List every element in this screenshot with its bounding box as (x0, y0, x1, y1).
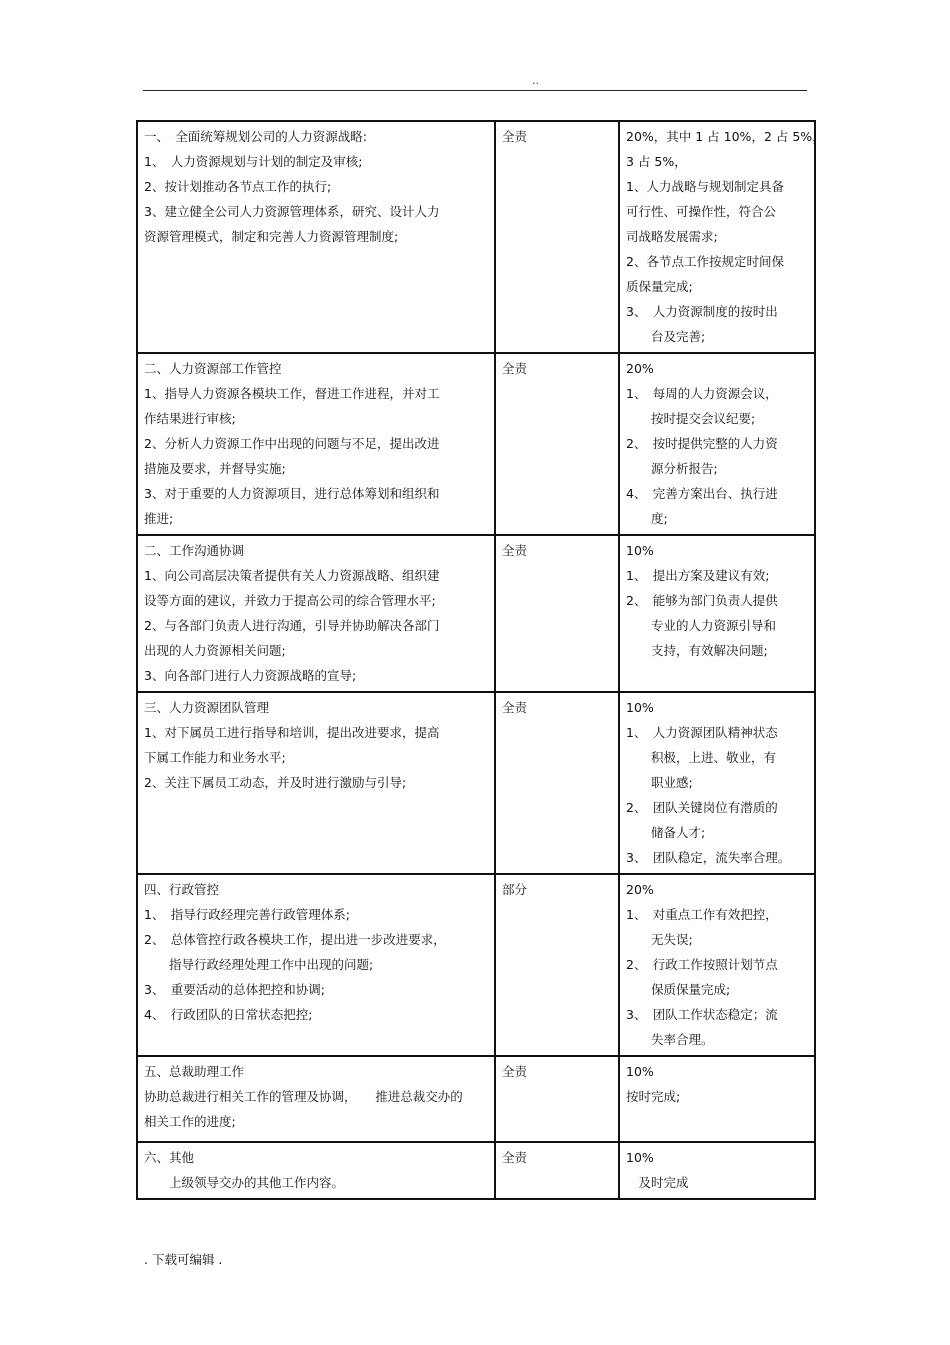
kpi-line: 可行性、可操作性，符合公 (626, 204, 777, 219)
header-mark: .. (532, 74, 539, 87)
kpi-line: 3、 团队工作状态稳定；流 (626, 1007, 778, 1022)
duty-line: 设等方面的建议，并致力于提高公司的综合管理水平; (144, 593, 436, 608)
table-row (137, 1056, 815, 1142)
kpi-line: 2、各节点工作按规定时间保 (626, 254, 784, 269)
kpi-line: 2、 能够为部门负责人提供 (626, 593, 778, 608)
kpi-weight: 20% (626, 361, 654, 376)
duty-line: 2、分析人力资源工作中出现的问题与不足，提出改进 (144, 436, 440, 451)
kpi-line: 积极，上进、敬业，有 (626, 750, 777, 765)
duty-line: 四、行政管控 (144, 882, 220, 897)
table-row (137, 692, 815, 874)
duty-line: 1、指导人力资源各模块工作，督进工作进程，并对工 (144, 386, 440, 401)
table-row (137, 121, 815, 353)
kpi-line: 无失误; (626, 932, 693, 947)
responsibility-cell (495, 121, 619, 353)
table-row (137, 353, 815, 535)
responsibility-value: 全责 (502, 361, 528, 376)
responsibility-cell (495, 692, 619, 874)
duty-line: 1、 指导行政经理完善行政管理体系; (144, 907, 350, 922)
duty-line: 下属工作能力和业务水平; (144, 750, 286, 765)
kpi-line: 3、 团队稳定，流失率合理。 (626, 850, 791, 865)
kpi-weight: 10% (626, 1150, 654, 1165)
kpi-line: 专业的人力资源引导和 (626, 618, 777, 633)
duty-line: 上级领导交办的其他工作内容。 (144, 1175, 345, 1190)
responsibility-value: 全责 (502, 543, 528, 558)
kpi-cell (619, 692, 815, 874)
duty-line: 指导行政经理处理工作中出现的问题; (144, 957, 374, 972)
kpi-line: 4、 完善方案出台、执行进 (626, 486, 778, 501)
kpi-cell (619, 874, 815, 1056)
kpi-line: 1、 每周的人力资源会议， (626, 386, 778, 401)
duty-cell (137, 1056, 495, 1142)
duty-line: 2、与各部门负责人进行沟通，引导并协助解决各部门 (144, 618, 440, 633)
kpi-line: 2、 行政工作按照计划节点 (626, 957, 778, 972)
duty-line: 2、按计划推动各节点工作的执行; (144, 179, 332, 194)
duty-line: 出现的人力资源相关问题; (144, 643, 286, 658)
responsibility-cell (495, 353, 619, 535)
kpi-line: 按时提交会议纪要; (626, 411, 756, 426)
duty-table (136, 120, 825, 1200)
duty-line: 一、 全面统筹规划公司的人力资源战略: (144, 129, 367, 144)
kpi-line: 2、 团队关键岗位有潜质的 (626, 800, 778, 815)
responsibility-value: 全责 (502, 1064, 528, 1079)
duty-line: 相关工作的进度; (144, 1114, 236, 1129)
duty-cell (137, 692, 495, 874)
duty-line: 4、 行政团队的日常状态把控; (144, 1007, 313, 1022)
responsibility-value: 全责 (502, 129, 528, 144)
kpi-cell (619, 353, 815, 535)
kpi-line: 源分析报告; (626, 461, 718, 476)
kpi-line: 保质保量完成; (626, 982, 731, 997)
kpi-cell (619, 121, 825, 353)
kpi-line: 1、人力战略与规划制定具备 (626, 179, 784, 194)
kpi-line: 2、 按时提供完整的人力资 (626, 436, 778, 451)
responsibility-cell (495, 535, 619, 692)
duty-line: 二、工作沟通协调 (144, 543, 245, 558)
kpi-line: 1、 对重点工作有效把控， (626, 907, 778, 922)
duty-line: 1、向公司高层决策者提供有关人力资源战略、组织建 (144, 568, 440, 583)
duty-line: 2、 总体管控行政各模块工作，提出进一步改进要求， (144, 932, 446, 947)
duty-cell (137, 1142, 495, 1199)
duty-cell (137, 874, 495, 1056)
kpi-weight: 20% (626, 882, 654, 897)
duty-line: 3、 重要活动的总体把控和协调; (144, 982, 325, 997)
kpi-line: 职业感; (626, 775, 693, 790)
duty-line: 3、向各部门进行人力资源战略的宣导; (144, 668, 357, 683)
responsibility-cell (495, 874, 619, 1056)
duty-line: 作结果进行审核; (144, 411, 236, 426)
kpi-line: 台及完善; (626, 329, 706, 344)
kpi-cell (619, 1142, 815, 1199)
duty-cell (137, 535, 495, 692)
duty-line: 3、对于重要的人力资源项目，进行总体筹划和组织和 (144, 486, 440, 501)
duty-line: 2、关注下属员工动态，并及时进行激励与引导; (144, 775, 407, 790)
duty-cell (137, 121, 495, 353)
responsibility-cell (495, 1056, 619, 1142)
duty-line: 推进; (144, 511, 174, 526)
kpi-weight: 3 占 5%， (626, 154, 687, 169)
duty-line: 协助总裁进行相关工作的管理及协调， 推进总裁交办的 (144, 1089, 463, 1104)
kpi-cell (619, 535, 815, 692)
responsibility-value: 全责 (502, 1150, 528, 1165)
kpi-line: 及时完成 (626, 1175, 689, 1190)
duty-line: 二、人力资源部工作管控 (144, 361, 282, 376)
responsibility-cell (495, 1142, 619, 1199)
kpi-weight: 10% (626, 543, 654, 558)
kpi-line: 3、 人力资源制度的按时出 (626, 304, 778, 319)
kpi-line: 1、 提出方案及建议有效; (626, 568, 770, 583)
kpi-line: 质保量完成; (626, 279, 693, 294)
kpi-line: 按时完成; (626, 1089, 681, 1104)
table-row (137, 535, 815, 692)
kpi-weight: 20%，其中 1 占 10%，2 占 5%， (626, 129, 825, 144)
duty-cell (137, 353, 495, 535)
kpi-weight: 10% (626, 1064, 654, 1079)
duty-line: 1、对下属员工进行指导和培训，提出改进要求，提高 (144, 725, 440, 740)
kpi-line: 储备人才; (626, 825, 706, 840)
duty-line: 三、人力资源团队管理 (144, 700, 270, 715)
header-rule (143, 90, 807, 91)
kpi-line: 支持，有效解决问题; (626, 643, 768, 658)
duty-line: 1、 人力资源规划与计划的制定及审核; (144, 154, 363, 169)
table-row (137, 1142, 815, 1199)
duty-line: 3、建立健全公司人力资源管理体系，研究、设计人力 (144, 204, 440, 219)
duty-line: 六、其他 (144, 1150, 195, 1165)
duty-line: 措施及要求，并督导实施; (144, 461, 286, 476)
kpi-cell (619, 1056, 815, 1142)
kpi-weight: 10% (626, 700, 654, 715)
duty-line: 五、总裁助理工作 (144, 1064, 245, 1079)
responsibility-value: 全责 (502, 700, 528, 715)
kpi-line: 度; (626, 511, 668, 526)
duty-line: 资源管理模式，制定和完善人力资源管理制度; (144, 229, 399, 244)
kpi-line: 1、 人力资源团队精神状态 (626, 725, 778, 740)
responsibility-value: 部分 (502, 882, 528, 897)
table-row (137, 874, 815, 1056)
footer-text: . 下载可编辑 . (144, 1252, 223, 1267)
kpi-line: 司战略发展需求; (626, 229, 718, 244)
kpi-line: 失率合理。 (626, 1032, 714, 1047)
